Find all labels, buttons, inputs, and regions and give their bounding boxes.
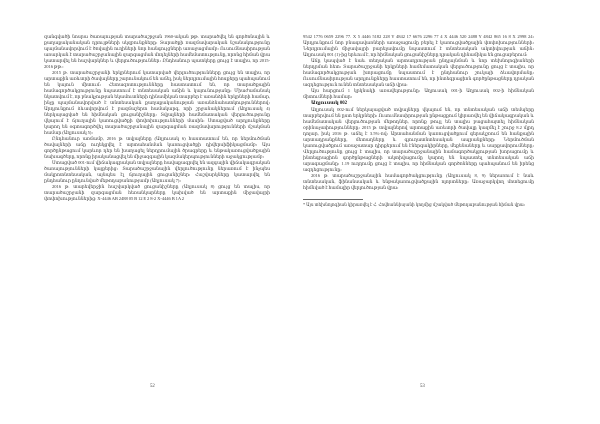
left-page xyxy=(44,34,270,374)
left-paragraph-1: զանգվածի նոսրա ծառայության տարածաշրջան 1960-ական թթ. տարածվել են գործոնային և քաղաքականական դրույթների սկզբունքները։ Տարածքի ռազմավարական նշանակությունը պայմանավորվում է ծովային ուղիների նոր հանգույցների առաջացմամբ։ Ուսումնասիրության առարկան է տարածաշրջանային զարգացման մոդելների համեմատությունը, որոնց հիման վրա կատարվել են հաշվարկներ և վերլուծություններ։ Ընդհանուր պատկերը ցույց է տալիս, որ 2015-2016 թթ.։ xyxy=(44,34,270,69)
right-paragraph-5: 2016 թ. տարածաշրջանային համագործակցությունը (Աղյուսակ 8, 9) ներառում է նաև տնտեսական, ֆինանսական և ենթակառուցվածքային ոլորտները։ Առաջարկվող մոտեցումը հիմնված է համալիր վերլուծության վրա։ xyxy=(303,173,534,190)
footnote-divider xyxy=(303,199,363,200)
left-paragraph-5: 2016 թ. տարեվերջին հաշվարկված ցուցանիշները (Աղյուսակ 8) ցույց են տալիս, որ տարածաշրջանի զարգացման հեռանկարները կախված են արտաքին միջավայրի փոփոխություններից: X-4446 AB 2488 05 B 12 E 2 8-2 X-4446 B 1A 2 xyxy=(44,184,270,201)
right-page xyxy=(303,34,534,374)
page-number-right: 53 xyxy=(420,384,425,389)
left-paragraph-4: Ստացված 001-ում վիճակագրական տվյալները հավաքագրվել են ազգային վիճակագրական ծառայությունների կայքերից։ Տարածաշրջանային վերլուծությունը ներառում է ինչպես մակրոտնտեսական, այնպես էլ ճյուղային ցուցանիշներ։ Հաշվարկները կատարվել են ընդհանուր ընդունված մեթոդաբանությամբ (Աղյուսակ 7)։ xyxy=(44,160,270,183)
page-number-left: 52 xyxy=(150,384,155,389)
section-heading: Աղյուսակ 002 xyxy=(311,101,348,106)
footnote: * Այս տեխնոլոգիան կիրառվել է Հ. Հովհաննիսյանի կողմից մշակված մեթոդաբանության հիման վրա։ xyxy=(303,202,526,207)
left-paragraph-2: 2015 թ. տարածաշրջանի երկրներում կատարված վերլուծությունները ցույց են տալիս, որ արտաքին առևտրի ծավալները շարունակում են աճել, իսկ ներդրումային հոսքերը պահպանում են կայուն միտում։ Հետազոտությունները հաստատում են, որ տարածքային համագործակցությունը նպաստում է տնտեսական աճին և կայունությանը։ Միաժամանակ նկատվում է, որ բնակչության եկամուտների դինամիկան տարբեր է առանձին երկրների համար, ինչը պայմանավորված է տնտեսական քաղաքականության առանձնահատկություններով։ Արդյունքում ձևավորվում է բազմաշերտ համակարգ, որի շրջանակներում (Աղյուսակ 4) ներկայացված են հիմնական ցուցանիշները։ Տվյալների համեմատական վերլուծությունը վկայում է ճյուղային կառուցվածքի փոփոխությունների մասին։ Ստացված արդյունքները կարող են օգտագործվել տարածաշրջանային զարգացման ռազմավարությունների մշակման համար (Աղյուսակ 5)։ xyxy=(44,70,270,135)
right-paragraph-2: Աճը կապված է նաև տեղական արտադրության ընդլայնման և նոր տեխնոլոգիաների ներդրման հետ։ Տարածաշրջանի երկրների համեմատական վերլուծությունը ցույց է տալիս, որ համագործակցության խորացումը նպաստում է ընդհանուր շուկայի ձևավորմանը։ Ուսումնասիրության արդյունքները հաստատում են, որ ինտեգրացիոն գործընթացները դրական ազդեցություն ունեն տնտեսական աճի վրա։ xyxy=(303,58,534,87)
right-paragraph-3: Այս հարցում 1 կրկնակի առավելությունը։ Աղյուսակ 001-ի Աղյուսակ 002-ի հիմնական միտումների համար։ xyxy=(303,88,534,99)
left-paragraph-3: Ընդհանուր առմամբ, 2016 թ. տվյալները (Աղյուսակ 6) հաստատում են, որ ներմուծման ծավալների աճը ուղեկցվել է արտահանման կառուցվածքի դիվերսիֆիկացմամբ։ Այս գործընթացում կարևոր դեր են խաղացել ներդրումային ծրագրերը և ենթակառուցվածքային նախագծերը, որոնք իրականացվել են միջազգային կազմակերպությունների աջակցությամբ։ xyxy=(44,136,270,159)
right-paragraph-1: 9542 1776 0659 2296 77. X 5 4446 5182 228 Y 4842 17 6676 2296 77 4 X 4446 520 2488 Y 4842 865 16 8 X 2998 24։ Արդյունքում նոր բնագավառների առաջացումը բերել է կառուցվածքային փոփոխությունների։ Ներդրումային միջավայրի բարելավումը նպաստում է տնտեսական ակտիվության աճին։ Աղյուսակ 001 (1)-ից երևում է, որ հիմնական ցուցանիշները դրական դինամիկա են ցուցաբերում։ xyxy=(303,34,534,57)
right-paragraph-4: Աղյուսակ 002-ում ներկայացված տվյալները վկայում են, որ տնտեսական աճի տեմպերը տարբերվում են ըստ երկրների։ Ուսումնասիրության ընթացքում կիրառվել են վիճակագրական և համեմատական վերլուծության մեթոդներ, որոնք թույլ են տալիս բացահայտել հիմնական օրինաչափությունները։ 2015 թ. տվյալներով արտաքին առևտրի ծավալը կազմել է շուրջ 8.2 մլրդ դոլար, իսկ 2016 թ. աճել է 3.5%-ով։ Արտահանման կառուցվածքում գերակշռում են հանքային արտադրանքները, մետաղները և գյուղատնտեսական ապրանքները։ Ներմուծման կառուցվածքում առաջատար դիրքերում են էներգակիրները, մեքենաները և սարքավորումները։ Վերլուծությունը ցույց է տալիս, որ տարածաշրջանային համագործակցության խորացումը և ինտեգրացիոն գործընթացների ակտիվացումը կարող են նպաստել տնտեսական աճի արագացմանը։ 1.19 ուղղումը ցույց է տալիս, որ հիմնական գործոնները պահպանում են իրենց ազդեցությունը։ xyxy=(303,107,534,172)
